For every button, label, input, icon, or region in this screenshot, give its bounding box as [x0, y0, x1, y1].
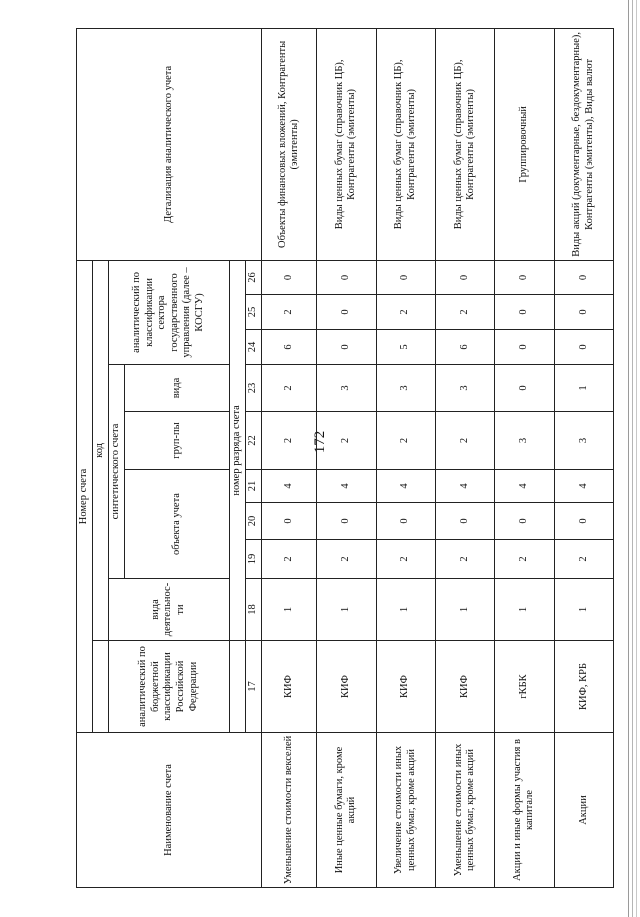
digit-cell: 0	[435, 260, 494, 294]
header-name: Наименование счета	[77, 733, 262, 888]
account-name: Увеличение стоимости иных ценных бумаг, кроме акций	[376, 733, 435, 888]
account-name: Уменьшение стоимости иных ценных бумаг, кроме акций	[435, 733, 494, 888]
digit-cell: 2	[261, 412, 316, 470]
analytic-detail: Виды акций (документарные, бездокументарные), Контрагенты (эмитенты), Виды валют	[554, 28, 613, 260]
budget-code: КИФ, КРБ	[554, 641, 613, 733]
analytic-detail: Виды ценных бумаг (справочник ЦБ), Контрагенты (эмитенты)	[435, 28, 494, 260]
digit-cell: 0	[376, 503, 435, 540]
digit-cell: 2	[261, 365, 316, 412]
header-accounting-object: объекта учета	[125, 470, 229, 579]
digit-cell: 2	[495, 540, 554, 579]
digit-cell: 0	[495, 295, 554, 330]
table-row	[554, 28, 613, 887]
table-row	[317, 28, 376, 887]
digit-cell: 0	[495, 260, 554, 294]
digit-cell: 4	[261, 470, 316, 503]
header-synthetic: синтетического счета	[108, 365, 124, 579]
header-account-number: Номер счета	[77, 260, 93, 732]
header-blank	[229, 641, 245, 733]
activity-code: 1	[261, 579, 316, 641]
account-name: Иные ценные бумаги, кроме акций	[317, 733, 376, 888]
header-budget-classification: аналитический по бюджетной классификации Российской Федерации	[108, 641, 229, 733]
digit-cell: 0	[317, 295, 376, 330]
digit-cell: 0	[317, 260, 376, 294]
activity-code: 1	[554, 579, 613, 641]
account-name: Акции	[554, 733, 613, 888]
accounts-table	[76, 28, 614, 888]
rotated-table-wrapper	[76, 29, 614, 888]
digit-cell: 0	[376, 260, 435, 294]
column-number: 21	[245, 470, 261, 503]
digit-cell: 0	[495, 330, 554, 365]
digit-cell: 2	[435, 295, 494, 330]
column-number: 24	[245, 330, 261, 365]
digit-cell: 2	[435, 412, 494, 470]
budget-code: КИФ	[435, 641, 494, 733]
analytic-detail: Группировочный	[495, 28, 554, 260]
digit-cell: 2	[435, 540, 494, 579]
digit-cell: 3	[435, 365, 494, 412]
table-row	[495, 28, 554, 887]
digit-cell: 0	[435, 503, 494, 540]
column-number: 26	[245, 260, 261, 294]
header-kosgu: аналитический по классификации сектора государственного управления (далее – КОСГУ)	[108, 260, 229, 364]
digit-cell: 2	[317, 540, 376, 579]
digit-cell: 2	[261, 295, 316, 330]
digit-cell: 2	[261, 540, 316, 579]
budget-code: КИФ	[261, 641, 316, 733]
activity-code: 1	[317, 579, 376, 641]
digit-cell: 0	[554, 503, 613, 540]
digit-cell: 0	[317, 503, 376, 540]
header-code: код	[92, 260, 108, 640]
header-kind: вида	[125, 365, 229, 412]
digit-cell: 4	[317, 470, 376, 503]
page-edge	[628, 0, 629, 917]
activity-code: 1	[376, 579, 435, 641]
digit-cell: 6	[261, 330, 316, 365]
header-group: груп-пы	[125, 412, 229, 470]
budget-code: гКБК	[495, 641, 554, 733]
header-detail: Детализация аналитического учета	[77, 28, 262, 260]
digit-cell: 0	[495, 503, 554, 540]
column-number: 23	[245, 365, 261, 412]
page-edge	[636, 0, 637, 917]
digit-cell: 0	[554, 330, 613, 365]
account-name: Уменьшение стоимости векселей	[261, 733, 316, 888]
header-blank	[92, 641, 108, 733]
analytic-detail: Виды ценных бумаг (справочник ЦБ), Контрагенты (эмитенты)	[317, 28, 376, 260]
digit-cell: 0	[261, 503, 316, 540]
digit-cell: 1	[554, 365, 613, 412]
digit-cell: 5	[376, 330, 435, 365]
column-number: 18	[245, 579, 261, 641]
column-number: 22	[245, 412, 261, 470]
digit-cell: 0	[317, 330, 376, 365]
budget-code: КИФ	[317, 641, 376, 733]
digit-cell: 0	[554, 260, 613, 294]
table-row	[376, 28, 435, 887]
column-number: 20	[245, 503, 261, 540]
digit-cell: 3	[554, 412, 613, 470]
digit-cell: 2	[554, 540, 613, 579]
digit-cell: 6	[435, 330, 494, 365]
table-row	[435, 28, 494, 887]
digit-cell: 4	[554, 470, 613, 503]
digit-cell: 0	[554, 295, 613, 330]
header-digit-number: номер разряда счета	[229, 260, 245, 640]
digit-cell: 2	[376, 295, 435, 330]
digit-cell: 3	[495, 412, 554, 470]
page-number: 172	[312, 430, 328, 454]
account-name: Акции и иные формы участия в капитале	[495, 733, 554, 888]
digit-cell: 2	[317, 412, 376, 470]
page-edge	[632, 0, 633, 917]
digit-cell: 3	[376, 365, 435, 412]
table-row	[261, 28, 316, 887]
digit-cell: 4	[376, 470, 435, 503]
digit-cell: 0	[495, 365, 554, 412]
column-number: 25	[245, 295, 261, 330]
digit-cell: 2	[376, 412, 435, 470]
digit-cell: 4	[435, 470, 494, 503]
table-body	[261, 28, 613, 887]
digit-cell: 0	[261, 260, 316, 294]
digit-cell: 2	[376, 540, 435, 579]
analytic-detail: Объекты финансовых вложений, Контрагенты (эмитенты)	[261, 28, 316, 260]
activity-code: 1	[495, 579, 554, 641]
column-number: 17	[245, 641, 261, 733]
activity-code: 1	[435, 579, 494, 641]
analytic-detail: Виды ценных бумаг (справочник ЦБ), Контрагенты (эмитенты)	[376, 28, 435, 260]
column-number: 19	[245, 540, 261, 579]
digit-cell: 4	[495, 470, 554, 503]
header-activity-type: вида деятельнос-ти	[108, 579, 229, 641]
digit-cell: 3	[317, 365, 376, 412]
budget-code: КИФ	[376, 641, 435, 733]
